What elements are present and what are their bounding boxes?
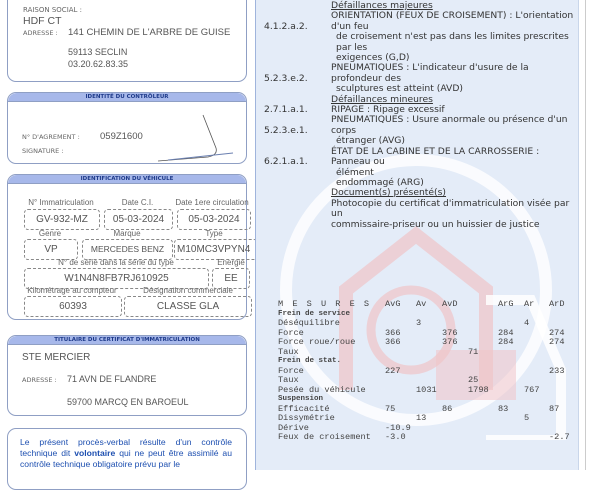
- mesures-label: Feux de croisement: [278, 432, 371, 442]
- defaillance-text: élément: [336, 166, 374, 178]
- defaillance-text-row: [256, 115, 578, 136]
- notice-bold: volontaire: [74, 448, 116, 458]
- centre-box: [7, 0, 247, 82]
- km-field: 60393: [24, 296, 122, 317]
- titulaire-title: TITULAIRE DU CERTIFICAT D'IMMATRICULATION: [8, 336, 246, 345]
- defaillance-code: 6.2.1.a.1.: [264, 156, 308, 168]
- immat-field: GV-932-MZ: [24, 209, 100, 230]
- mesures-label: Frein de stat.: [278, 357, 342, 365]
- vehicule-box: [7, 174, 251, 320]
- agrement-value: 059Z1600: [100, 131, 143, 142]
- mesures-row: [256, 319, 578, 329]
- mesures-value: 75: [385, 403, 396, 414]
- document-text: commissaire-priseur ou un huissier de justice: [331, 218, 540, 230]
- notice-box: [7, 428, 247, 490]
- mesures-value: 25: [468, 375, 479, 385]
- mesures-value: 366: [385, 337, 401, 347]
- document-text: Photocopie du certificat d'immatriculation visée par un: [331, 197, 570, 220]
- mesures-label: Dérive: [278, 422, 309, 433]
- defaillance-text: PNEUMATIQUES : Usure anormale ou présence d'un corps: [331, 114, 568, 136]
- mesures-value: 376: [442, 327, 458, 338]
- mesures-label: Taux: [278, 375, 299, 385]
- designation-label: Désignation commerciale: [143, 286, 233, 295]
- defaillance-text: sculptures est atteint (AVD): [336, 83, 463, 95]
- mesures-label: Force roue/roue: [278, 337, 356, 347]
- mesures-label: Efficacité: [278, 403, 330, 414]
- mesures-label: Force: [278, 365, 304, 376]
- page-edge-divider: [585, 0, 586, 470]
- mesures-label: Taux: [278, 346, 299, 357]
- defaillance-code: 5.2.3.e.2.: [264, 72, 308, 84]
- signature-label: SIGNATURE :: [22, 147, 64, 155]
- mesures-header-cell: Ar: [524, 299, 535, 309]
- mesures-section: [256, 357, 578, 367]
- type-field: M10MC3VPYN4: [174, 239, 258, 260]
- mesures-value: -3.0: [385, 432, 406, 442]
- defaillance-text-row: [256, 147, 578, 168]
- mesures-label: Dissymétrie: [278, 413, 335, 423]
- defaillance-text: exigences (G,D): [336, 52, 410, 64]
- titulaire-adresse-label: ADRESSE :: [22, 376, 57, 384]
- defaillance-text: ÉTAT DE LA CABINE ET DE LA CARROSSERIE : Panneau ou: [331, 145, 540, 168]
- mesures-value: 83: [498, 403, 509, 414]
- marque-field: MERCEDES BENZ: [82, 239, 173, 260]
- defaillance-code: 4.1.2.a.2.: [264, 20, 308, 32]
- document-text-row: [256, 220, 578, 230]
- defaillance-text-row: [256, 63, 578, 84]
- defaillance-text: RIPAGE : Ripage excessif: [331, 104, 445, 116]
- mesures-value: 1031: [416, 384, 437, 395]
- mesures-value: 227: [385, 365, 401, 376]
- serie-field: W1N4N8FB7RJ610925: [24, 268, 209, 289]
- mesures-value: 767: [524, 384, 540, 395]
- defaillance-text: ORIENTATION (FEUX DE CROISEMENT) : L'orientation d'un feu: [331, 10, 574, 32]
- titulaire-name: STE MERCIER: [22, 352, 91, 363]
- defaillances-list: [256, 1, 578, 230]
- mesures-value: 86: [442, 403, 453, 414]
- type-label: Type: [205, 229, 223, 238]
- defaillance-text: de croisement n'est pas dans les limites prescrites par les: [336, 31, 569, 53]
- titulaire-box: [7, 335, 247, 416]
- mesures-value: 87: [549, 403, 560, 414]
- mesures-label: Déséquilibre: [278, 318, 340, 328]
- energie-label: Energie: [217, 258, 245, 267]
- mesures-value: 13: [416, 413, 427, 423]
- energie-field: EE: [212, 268, 250, 289]
- km-label: Kilométrage au compteur: [27, 286, 117, 295]
- mesures-label: Force: [278, 327, 304, 338]
- mesures-header-cell: AvD: [442, 299, 458, 309]
- defaillance-text: PNEUMATIQUES : L'indicateur d'usure de la profondeur des: [331, 62, 529, 84]
- mesures-value: 284: [498, 337, 514, 347]
- date-ci-label: Date C.I.: [121, 198, 154, 207]
- mesures-header-cell: AvG: [385, 299, 401, 309]
- centre-adresse1: 141 CHEMIN DE L'ARBRE DE GUISE: [68, 27, 231, 38]
- mesures-value: 5: [524, 413, 530, 423]
- mineures-title: Défaillances mineures: [331, 93, 433, 105]
- centre-adresse2: 59113 SECLIN: [68, 47, 128, 57]
- genre-field: VP: [24, 239, 78, 260]
- mesures-value: 233: [549, 365, 565, 376]
- immat-label: N° Immatriculation: [28, 198, 94, 207]
- mesures-label: Frein de service: [278, 309, 351, 318]
- signature-image: [128, 113, 238, 163]
- mesures-value: 4: [524, 318, 530, 328]
- genre-label: Genre: [38, 229, 62, 238]
- majeures-title: Défaillances majeures: [331, 0, 433, 11]
- agrement-label: N° D'AGREMENT :: [22, 133, 80, 141]
- controleur-box: [7, 92, 247, 164]
- mesures-row: [256, 433, 578, 443]
- raison-value: HDF CT: [23, 15, 62, 27]
- mesures-row: [256, 386, 578, 396]
- mesures-value: -2.7: [549, 432, 570, 442]
- mesures-table: [256, 300, 578, 443]
- serie-label: N° de série dans la série du type: [58, 258, 174, 267]
- defaillance-text: étranger (AVG): [336, 135, 405, 147]
- mesures-header: [256, 300, 578, 310]
- controleur-title: IDENTITÉ DU CONTRÔLEUR: [8, 93, 246, 102]
- mesures-value: 71: [468, 346, 479, 357]
- centre-adresse-label: ADRESSE :: [23, 29, 58, 37]
- mesures-value: 274: [549, 327, 565, 338]
- mesures-label: Suspension: [278, 395, 324, 403]
- raison-label: RAISON SOCIAL :: [23, 6, 83, 14]
- defaillance-code: 5.2.3.e.1.: [264, 124, 308, 136]
- mesures-value: 3: [416, 318, 422, 328]
- date-ci-field: 05-03-2024: [104, 209, 173, 230]
- titulaire-adresse2: 59700 MARCQ EN BAROEUL: [67, 397, 189, 407]
- mesures-value: -10.9: [385, 422, 411, 433]
- defaillance-text-row: [256, 11, 578, 32]
- defaillance-text: endommagé (ARG): [336, 176, 424, 188]
- mesures-header-cell: Av: [416, 299, 427, 309]
- mesures-row: [256, 338, 578, 348]
- marque-label: Marque: [113, 229, 141, 238]
- results-panel: [255, 0, 579, 470]
- date-circ-label: Date 1ere circulation: [175, 198, 249, 207]
- titulaire-adresse1: 71 AVN DE FLANDRE: [67, 374, 157, 384]
- mesures-value: 284: [498, 327, 514, 338]
- notice-text: Le présent procès-verbal résulte d'un contrôle technique dit volontaire qui ne peut être assimilé au contrôle technique obligatoire prévu par le: [20, 437, 232, 469]
- mesures-row: [256, 367, 578, 377]
- mesures-row: [256, 348, 578, 358]
- mesures-value: 366: [385, 327, 401, 338]
- mesures-value: 376: [442, 337, 458, 347]
- designation-field: CLASSE GLA: [124, 296, 252, 317]
- defaillance-text-row: [256, 32, 578, 53]
- defaillance-code: 2.7.1.a.1.: [264, 104, 308, 116]
- documents-title: Document(s) présenté(s): [331, 187, 447, 199]
- vehicule-title: IDENTIFICATION DU VÉHICULE: [8, 175, 246, 184]
- mesures-value: 1798: [468, 384, 489, 395]
- mesures-value: 274: [549, 337, 565, 347]
- mesures-header-cell: ArG: [498, 299, 514, 309]
- mesures-header-cell: ArD: [549, 299, 565, 309]
- mesures-header-cell: M E S U R E S: [278, 299, 372, 309]
- centre-phone: 03.20.62.83.35: [68, 59, 129, 69]
- document-text-row: [256, 199, 578, 220]
- mesures-label: Pesée du véhicule: [278, 384, 366, 395]
- date-circ-field: 05-03-2024: [177, 209, 251, 230]
